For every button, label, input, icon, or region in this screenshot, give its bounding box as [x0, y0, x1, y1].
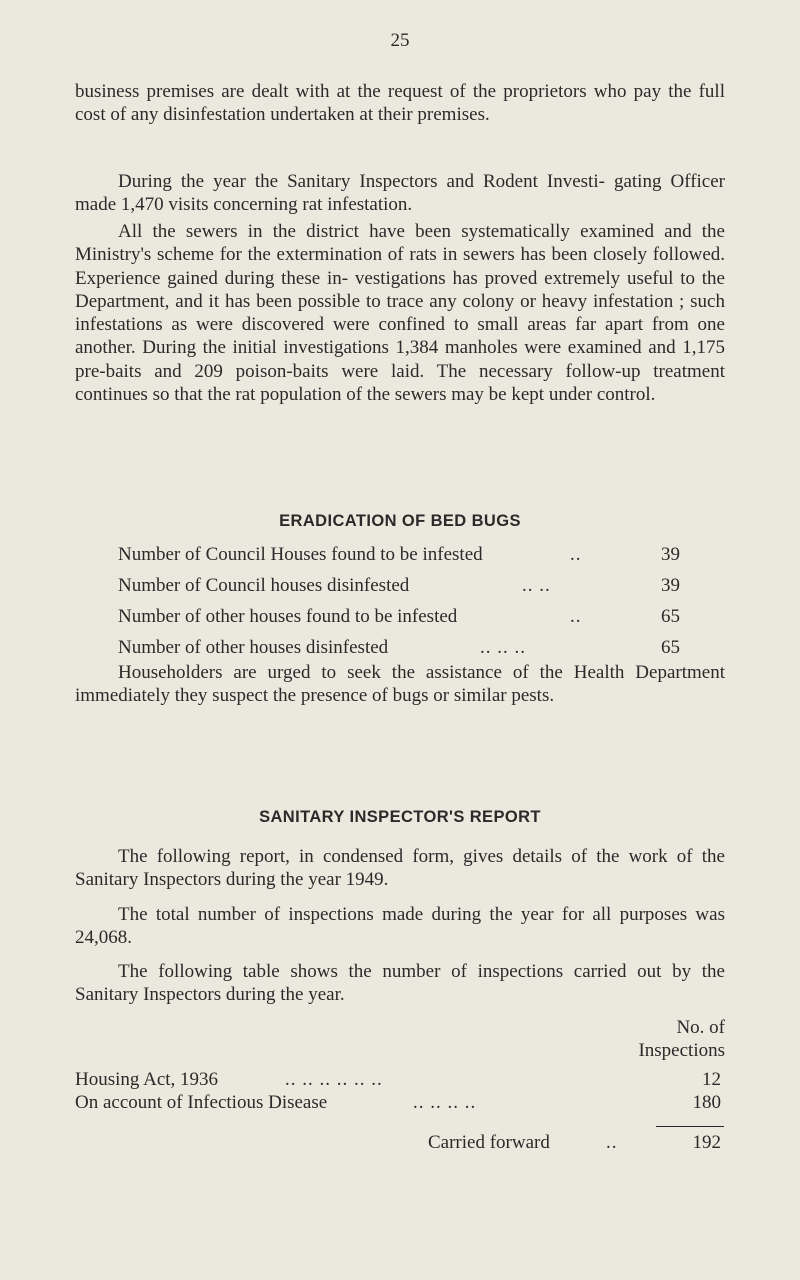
- paragraph-text: The following report, in condensed form, gives details of the work of the Sanitary Inspectors during the year 1949.: [75, 846, 725, 891]
- leader-dots: .. .. .. ..: [413, 1092, 477, 1113]
- row-label: Number of Council houses disinfested: [118, 575, 410, 596]
- total-label: Carried forward: [428, 1132, 550, 1153]
- row-label: Housing Act, 1936: [75, 1069, 219, 1090]
- leader-dots: .. .. .. .. .. ..: [285, 1069, 383, 1090]
- table-row: [75, 1068, 725, 1091]
- bed-bugs-row: [118, 636, 680, 660]
- leader-dots: .. ..: [522, 575, 551, 596]
- leader-dots: ..: [606, 1132, 618, 1153]
- row-value: 12: [702, 1069, 721, 1090]
- row-label: Number of Council Houses found to be infested: [118, 544, 483, 565]
- leader-dots: .. .. ..: [480, 637, 526, 658]
- header-line: No. of: [676, 1017, 725, 1038]
- paragraph-bed-bugs-note: [75, 661, 725, 708]
- paragraph-table-intro: [75, 960, 725, 1007]
- bed-bugs-row: [118, 605, 680, 629]
- paragraph-sewers: [75, 220, 725, 406]
- paragraph-text: All the sewers in the district have been systematically examined and the Ministry's scheme for the extermination of rats in sewers has been closely followed. Experience gained during these in- vestigations has proved extremely useful to the Department, and it has been possible to trace any colony or heavy infestation ; such infestations as were discovered were confined to small areas far apart from one another. During the initial investigations 1,384 manholes were examined and 1,175 pre-baits and 209 poison-baits were laid. The necessary follow-up treatment continues so that the rat population of the sewers may be kept under control.: [75, 221, 725, 406]
- paragraph-total-inspections: [75, 903, 725, 950]
- row-label: On account of Infectious Disease: [75, 1092, 328, 1113]
- section-heading-sanitary-report: SANITARY INSPECTOR'S REPORT: [259, 808, 541, 826]
- paragraph-visits: [75, 170, 725, 217]
- paragraph-text: business premises are dealt with at the request of the proprietors who pay the full cost of any disinfestation undertaken at their premises.: [75, 81, 725, 126]
- paragraph-text: Householders are urged to seek the assistance of the Health Department immediately they suspect the presence of bugs or similar pests.: [75, 662, 725, 707]
- paragraph-premises: [75, 80, 725, 127]
- row-value: 65: [661, 637, 680, 658]
- page-number: 25: [390, 30, 410, 51]
- table-column-header: [590, 1016, 725, 1062]
- total-value: 192: [692, 1132, 721, 1153]
- table-total-row: [75, 1131, 725, 1154]
- paragraph-text: The following table shows the number of inspections carried out by the Sanitary Inspectors during the year.: [75, 961, 725, 1006]
- table-row: [75, 1091, 725, 1114]
- row-value: 39: [661, 544, 680, 565]
- section-heading-bed-bugs: ERADICATION OF BED BUGS: [279, 512, 521, 530]
- paragraph-text: During the year the Sanitary Inspectors and Rodent Investi- gating Officer made 1,470 visits concerning rat infestation.: [75, 171, 725, 216]
- row-label: Number of other houses found to be infested: [118, 606, 458, 627]
- leader-dots: ..: [570, 544, 582, 565]
- total-rule: [656, 1126, 724, 1127]
- bed-bugs-row: [118, 574, 680, 598]
- bed-bugs-row: [118, 543, 680, 567]
- row-value: 180: [692, 1092, 721, 1113]
- row-value: 39: [661, 575, 680, 596]
- row-label: Number of other houses disinfested: [118, 637, 389, 658]
- leader-dots: ..: [570, 606, 582, 627]
- paragraph-text: The total number of inspections made during the year for all purposes was 24,068.: [75, 904, 725, 949]
- row-value: 65: [661, 606, 680, 627]
- header-line: Inspections: [638, 1040, 725, 1061]
- paragraph-report-intro: [75, 845, 725, 892]
